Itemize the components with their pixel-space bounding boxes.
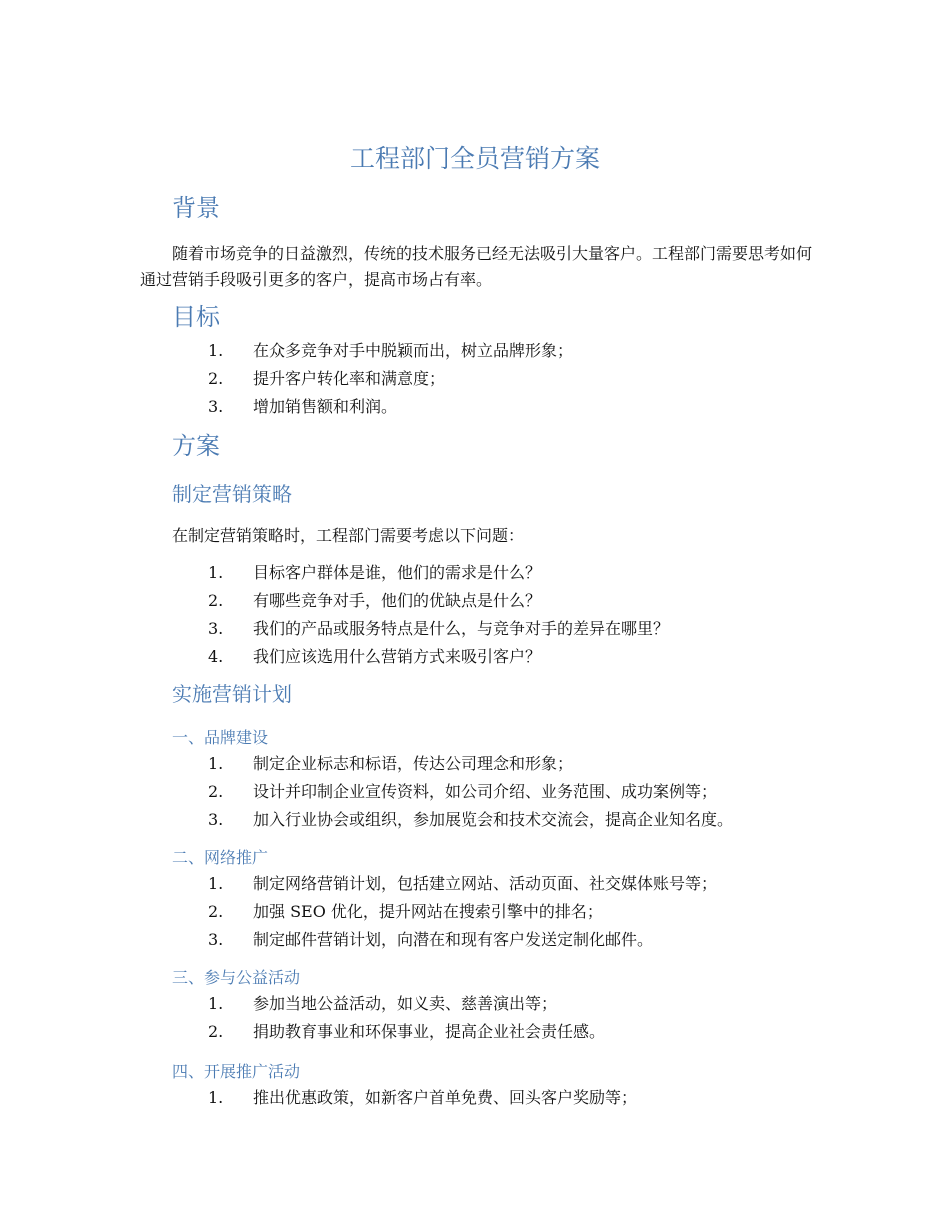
list-number: 2.	[208, 782, 224, 801]
list-number: 1.	[208, 754, 224, 773]
list-text: 提升客户转化率和满意度；	[253, 369, 446, 388]
list-text: 我们应该选用什么营销方式来吸引客户？	[253, 647, 542, 666]
list-item	[208, 587, 669, 615]
heading-implement: 实施营销计划	[172, 682, 292, 706]
goals-list	[208, 337, 573, 421]
list-text: 制定网络营销计划，包括建立网站、活动页面、社交媒体账号等；	[253, 874, 718, 893]
list-number: 3.	[208, 930, 224, 949]
list-text: 制定企业标志和标语，传达公司理念和形象；	[253, 754, 574, 773]
list-text: 加强 SEO 优化，提升网站在搜索引擎中的排名；	[253, 902, 603, 921]
list-item	[208, 643, 669, 671]
brand-list	[208, 750, 733, 834]
online-list	[208, 870, 717, 954]
list-item	[208, 926, 717, 954]
list-number: 1.	[208, 994, 224, 1013]
list-number: 1.	[208, 563, 224, 582]
list-number: 2.	[208, 902, 224, 921]
list-item	[208, 1084, 637, 1112]
list-item	[208, 898, 717, 926]
list-number: 2.	[208, 1022, 224, 1041]
heading-goals: 目标	[172, 303, 220, 331]
list-item	[208, 337, 573, 365]
list-text: 加入行业协会或组织，参加展览会和技术交流会，提高企业知名度。	[253, 810, 734, 829]
list-item	[208, 750, 733, 778]
list-number: 1.	[208, 1088, 224, 1107]
list-text: 制定邮件营销计划，向潜在和现有客户发送定制化邮件。	[253, 930, 654, 949]
list-item	[208, 778, 733, 806]
list-text: 推出优惠政策，如新客户首单免费、回头客户奖励等；	[253, 1088, 638, 1107]
heading-brand: 一、品牌建设	[172, 728, 269, 747]
list-text: 增加销售额和利润。	[253, 397, 398, 416]
promo-list	[208, 1084, 637, 1112]
list-number: 3.	[208, 810, 224, 829]
list-text: 捐助教育事业和环保事业，提高企业社会责任感。	[253, 1022, 606, 1041]
list-item	[208, 559, 669, 587]
list-text: 在众多竞争对手中脱颖而出，树立品牌形象；	[253, 341, 574, 360]
heading-charity: 三、参与公益活动	[172, 968, 301, 987]
list-item	[208, 806, 733, 834]
list-text: 我们的产品或服务特点是什么，与竞争对手的差异在哪里？	[253, 619, 670, 638]
list-number: 1.	[208, 874, 224, 893]
list-text: 目标客户群体是谁，他们的需求是什么？	[253, 563, 542, 582]
document-title: 工程部门全员营销方案	[349, 144, 600, 173]
heading-plan: 方案	[172, 432, 220, 460]
strategy-intro: 在制定营销策略时，工程部门需要考虑以下问题：	[172, 526, 525, 545]
list-item	[208, 393, 573, 421]
list-text: 参加当地公益活动，如义卖、慈善演出等；	[253, 994, 558, 1013]
list-item	[208, 365, 573, 393]
list-number: 3.	[208, 619, 224, 638]
list-text: 有哪些竞争对手，他们的优缺点是什么？	[253, 591, 542, 610]
list-number: 2.	[208, 591, 224, 610]
background-paragraph: 随着市场竞争的日益激烈，传统的技术服务已经无法吸引大量客户。工程部门需要思考如何通过营销手段吸引更多的客户，提高市场占有率。	[140, 244, 813, 289]
list-number: 3.	[208, 397, 224, 416]
list-number: 2.	[208, 369, 224, 388]
list-text: 设计并印制企业宣传资料，如公司介绍、业务范围、成功案例等；	[253, 782, 718, 801]
list-item	[208, 990, 605, 1018]
list-item	[208, 1018, 605, 1046]
heading-background: 背景	[172, 194, 220, 222]
strategy-list	[208, 559, 669, 671]
heading-promo: 四、开展推广活动	[172, 1062, 301, 1081]
list-item	[208, 870, 717, 898]
heading-online: 二、网络推广	[172, 848, 269, 867]
list-item	[208, 615, 669, 643]
list-number: 4.	[208, 647, 224, 666]
heading-strategy: 制定营销策略	[172, 482, 292, 506]
charity-list	[208, 990, 605, 1046]
list-number: 1.	[208, 341, 224, 360]
